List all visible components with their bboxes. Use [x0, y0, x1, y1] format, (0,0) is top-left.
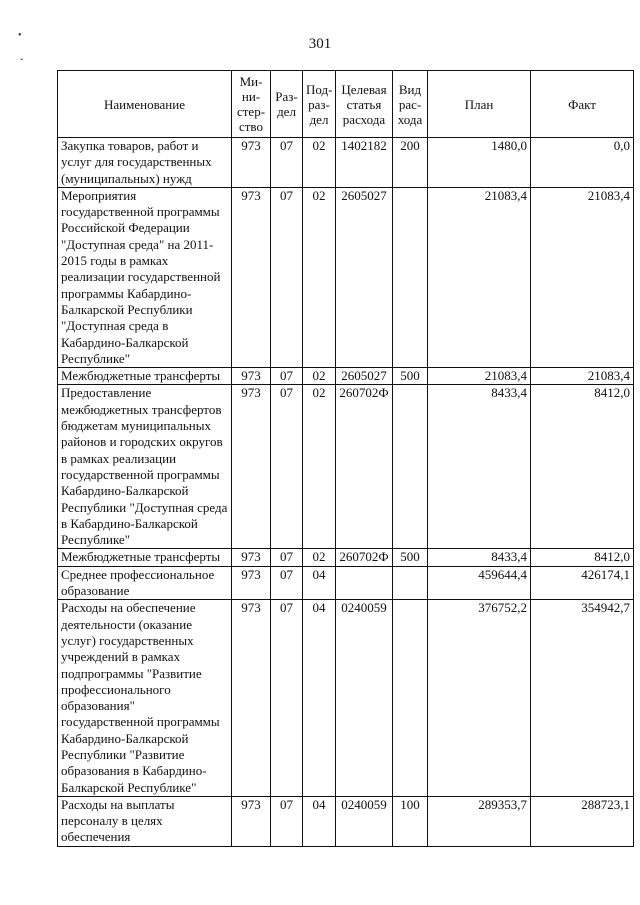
cell-section: 07	[271, 138, 303, 188]
cell-fact: 8412,0	[531, 385, 634, 549]
header-section: Раз- дел	[271, 71, 303, 138]
cell-section: 07	[271, 385, 303, 549]
cell-kind	[393, 187, 428, 367]
cell-kind: 500	[393, 368, 428, 385]
cell-plan: 459644,4	[428, 566, 531, 600]
cell-ministry: 973	[232, 138, 271, 188]
cell-target: 0240059	[336, 796, 393, 846]
cell-fact: 354942,7	[531, 600, 634, 797]
cell-subsection: 02	[303, 368, 336, 385]
scan-speck: •	[18, 30, 22, 41]
cell-fact: 21083,4	[531, 368, 634, 385]
header-target: Целевая статья расхода	[336, 71, 393, 138]
cell-target: 260702Ф	[336, 549, 393, 566]
cell-target: 0240059	[336, 600, 393, 797]
cell-subsection: 02	[303, 549, 336, 566]
table-row	[58, 368, 634, 385]
cell-target: 1402182	[336, 138, 393, 188]
cell-target: 2605027	[336, 368, 393, 385]
header-name: Наименование	[58, 71, 232, 138]
cell-subsection: 04	[303, 566, 336, 600]
cell-ministry: 973	[232, 368, 271, 385]
header-kind: Вид рас- хода	[393, 71, 428, 138]
cell-name: Расходы на выплаты персоналу в целях обеспечения	[58, 796, 232, 846]
table-row	[58, 187, 634, 367]
cell-fact: 288723,1	[531, 796, 634, 846]
cell-kind	[393, 566, 428, 600]
cell-section: 07	[271, 796, 303, 846]
cell-name: Предоставление межбюджетных трансфертов бюджетам муниципальных районов и городских округов в рамках реализации государственной программы Кабардино-Балкарской Республики "Доступная среда в Кабардино-Балкарской Республике"	[58, 385, 232, 549]
cell-section: 07	[271, 566, 303, 600]
table-row	[58, 138, 634, 188]
header-plan: План	[428, 71, 531, 138]
cell-ministry: 973	[232, 549, 271, 566]
cell-kind	[393, 600, 428, 797]
cell-kind: 500	[393, 549, 428, 566]
budget-table	[57, 70, 634, 847]
cell-fact: 0,0	[531, 138, 634, 188]
cell-plan: 21083,4	[428, 187, 531, 367]
cell-fact: 21083,4	[531, 187, 634, 367]
table-row	[58, 600, 634, 797]
cell-kind: 200	[393, 138, 428, 188]
cell-ministry: 973	[232, 385, 271, 549]
header-fact: Факт	[531, 71, 634, 138]
cell-section: 07	[271, 549, 303, 566]
cell-target: 260702Ф	[336, 385, 393, 549]
cell-target	[336, 566, 393, 600]
cell-kind	[393, 385, 428, 549]
cell-name: Расходы на обеспечение деятельности (оказание услуг) государственных учреждений в рамках подпрограммы "Развитие профессионального образования" государственной программы Кабардино-Балкарской Республики "Развитие образования в Кабардино-Балкарской Республике"	[58, 600, 232, 797]
cell-kind: 100	[393, 796, 428, 846]
cell-plan: 289353,7	[428, 796, 531, 846]
page-number: 301	[308, 36, 332, 52]
cell-name: Межбюджетные трансферты	[58, 549, 232, 566]
cell-section: 07	[271, 187, 303, 367]
cell-ministry: 973	[232, 187, 271, 367]
cell-name: Среднее профессиональное образование	[58, 566, 232, 600]
header-subsection: Под- раз- дел	[303, 71, 336, 138]
cell-section: 07	[271, 600, 303, 797]
scan-speck: ˇ	[20, 58, 24, 69]
cell-subsection: 04	[303, 796, 336, 846]
table-row	[58, 385, 634, 549]
cell-plan: 8433,4	[428, 385, 531, 549]
cell-fact: 426174,1	[531, 566, 634, 600]
cell-plan: 1480,0	[428, 138, 531, 188]
cell-name: Закупка товаров, работ и услуг для государственных (муниципальных) нужд	[58, 138, 232, 188]
table-row	[58, 796, 634, 846]
cell-ministry: 973	[232, 600, 271, 797]
cell-ministry: 973	[232, 566, 271, 600]
cell-name: Межбюджетные трансферты	[58, 368, 232, 385]
cell-plan: 376752,2	[428, 600, 531, 797]
cell-subsection: 04	[303, 600, 336, 797]
cell-ministry: 973	[232, 796, 271, 846]
header-ministry: Ми- ни- стер- ство	[232, 71, 271, 138]
cell-plan: 21083,4	[428, 368, 531, 385]
cell-fact: 8412,0	[531, 549, 634, 566]
table-row	[58, 549, 634, 566]
cell-target: 2605027	[336, 187, 393, 367]
cell-section: 07	[271, 368, 303, 385]
cell-name: Мероприятия государственной программы Российской Федерации "Доступная среда" на 2011-2015 годы в рамках реализации государственной программы Кабардино-Балкарской Республики "Доступная среда в Кабардино-Балкарской Республике"	[58, 187, 232, 367]
cell-subsection: 02	[303, 187, 336, 367]
table-row	[58, 566, 634, 600]
cell-subsection: 02	[303, 385, 336, 549]
header-row	[58, 71, 634, 138]
cell-plan: 8433,4	[428, 549, 531, 566]
cell-subsection: 02	[303, 138, 336, 188]
